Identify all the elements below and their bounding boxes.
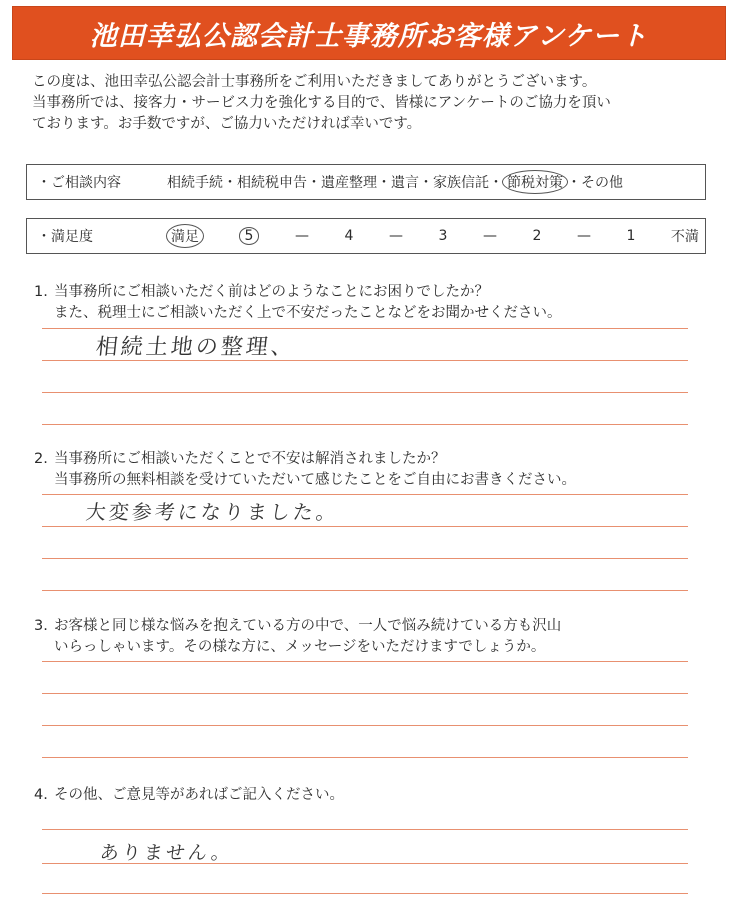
consultation-label: ・ご相談内容 (37, 175, 121, 191)
scale-dash: — (388, 228, 403, 244)
satisfaction-scale (167, 226, 699, 246)
scale-value[interactable]: 3 (438, 228, 448, 244)
question-3 (34, 616, 561, 658)
scale-value[interactable]: 5 (239, 227, 260, 245)
scale-value[interactable]: 2 (532, 228, 542, 244)
question-number: 3. (34, 618, 48, 634)
option-separator: ・ (489, 175, 503, 191)
option-separator: ・ (307, 175, 321, 191)
option-separator: ・ (377, 175, 391, 191)
option-separator: ・ (419, 175, 433, 191)
consultation-option[interactable]: 遺産整理 (321, 175, 377, 191)
satisfied-label: 満足 (166, 224, 204, 248)
question-1 (34, 282, 562, 324)
question-number: 1. (34, 284, 48, 300)
answer-rule (42, 693, 688, 694)
answer-rule (42, 558, 688, 559)
scale-value[interactable]: 4 (344, 228, 354, 244)
answer-rule (42, 757, 688, 758)
handwritten-answer-2[interactable]: 大変参考になりました。 (84, 500, 341, 524)
consultation-option[interactable]: 遺言 (391, 175, 419, 191)
header-banner (12, 6, 726, 60)
answer-rule (42, 829, 688, 830)
scale-dash: — (294, 228, 309, 244)
consultation-option[interactable]: 相続手続 (167, 175, 223, 191)
intro-text (32, 72, 712, 135)
question-number: 2. (34, 451, 48, 467)
question-4 (34, 785, 344, 806)
consultation-box (26, 164, 706, 200)
answer-rule (42, 661, 688, 662)
question-2 (34, 449, 576, 491)
satisfaction-box (26, 218, 706, 254)
consultation-option[interactable]: 相続税申告 (237, 175, 307, 191)
scale-dash: — (576, 228, 591, 244)
question-text: また、税理士にご相談いただく上で不安だったことなどをお聞かせください。 (54, 305, 562, 321)
question-text: お客様と同じ様な悩みを抱えている方の中で、一人で悩み続けている方も沢山 (54, 618, 562, 634)
consultation-options (167, 172, 623, 192)
question-number: 4. (34, 787, 48, 803)
scale-dash: — (482, 228, 497, 244)
intro-line: この度は、池田幸弘公認会計士事務所をご利用いただきましてありがとうございます。 (32, 74, 597, 90)
question-text: その他、ご意見等があればご記入ください。 (54, 787, 344, 803)
answer-rule (42, 424, 688, 425)
question-text: 当事務所の無料相談を受けていただいて感じたことをご自由にお書きください。 (54, 472, 576, 488)
option-separator: ・ (567, 175, 581, 191)
consultation-option[interactable]: 家族信託 (433, 175, 489, 191)
question-text: 当事務所にご相談いただく前はどのようなことにお困りでしたか？ (54, 284, 489, 300)
question-text: 当事務所にご相談いただくことで不安は解消されましたか？ (54, 451, 446, 467)
answer-rule (42, 526, 688, 527)
satisfaction-label: ・満足度 (37, 229, 93, 245)
unsatisfied-label: 不満 (670, 229, 699, 245)
answer-rule (42, 494, 688, 495)
question-text: いらっしゃいます。その様な方に、メッセージをいただけますでしょうか。 (54, 639, 546, 655)
scale-value[interactable]: 1 (626, 228, 636, 244)
consultation-option[interactable]: 節税対策 (502, 170, 568, 194)
answer-rule (42, 725, 688, 726)
answer-rule (42, 328, 688, 329)
intro-line: ております。お手数ですが、ご協力いただければ幸いです。 (32, 116, 422, 132)
handwritten-answer-4[interactable]: ありません。 (98, 842, 235, 864)
answer-rule (42, 893, 688, 894)
answer-rule (42, 590, 688, 591)
handwritten-answer-1[interactable]: 相続土地の整理、 (94, 335, 298, 360)
consultation-option[interactable]: その他 (581, 175, 623, 191)
intro-line: 当事務所では、接客力・サービス力を強化する目的で、皆様にアンケートのご協力を頂い (32, 95, 611, 111)
answer-rule (42, 392, 688, 393)
form-title: 池田幸弘公認会計士事務所お客様アンケート (89, 20, 649, 52)
option-separator: ・ (223, 175, 237, 191)
